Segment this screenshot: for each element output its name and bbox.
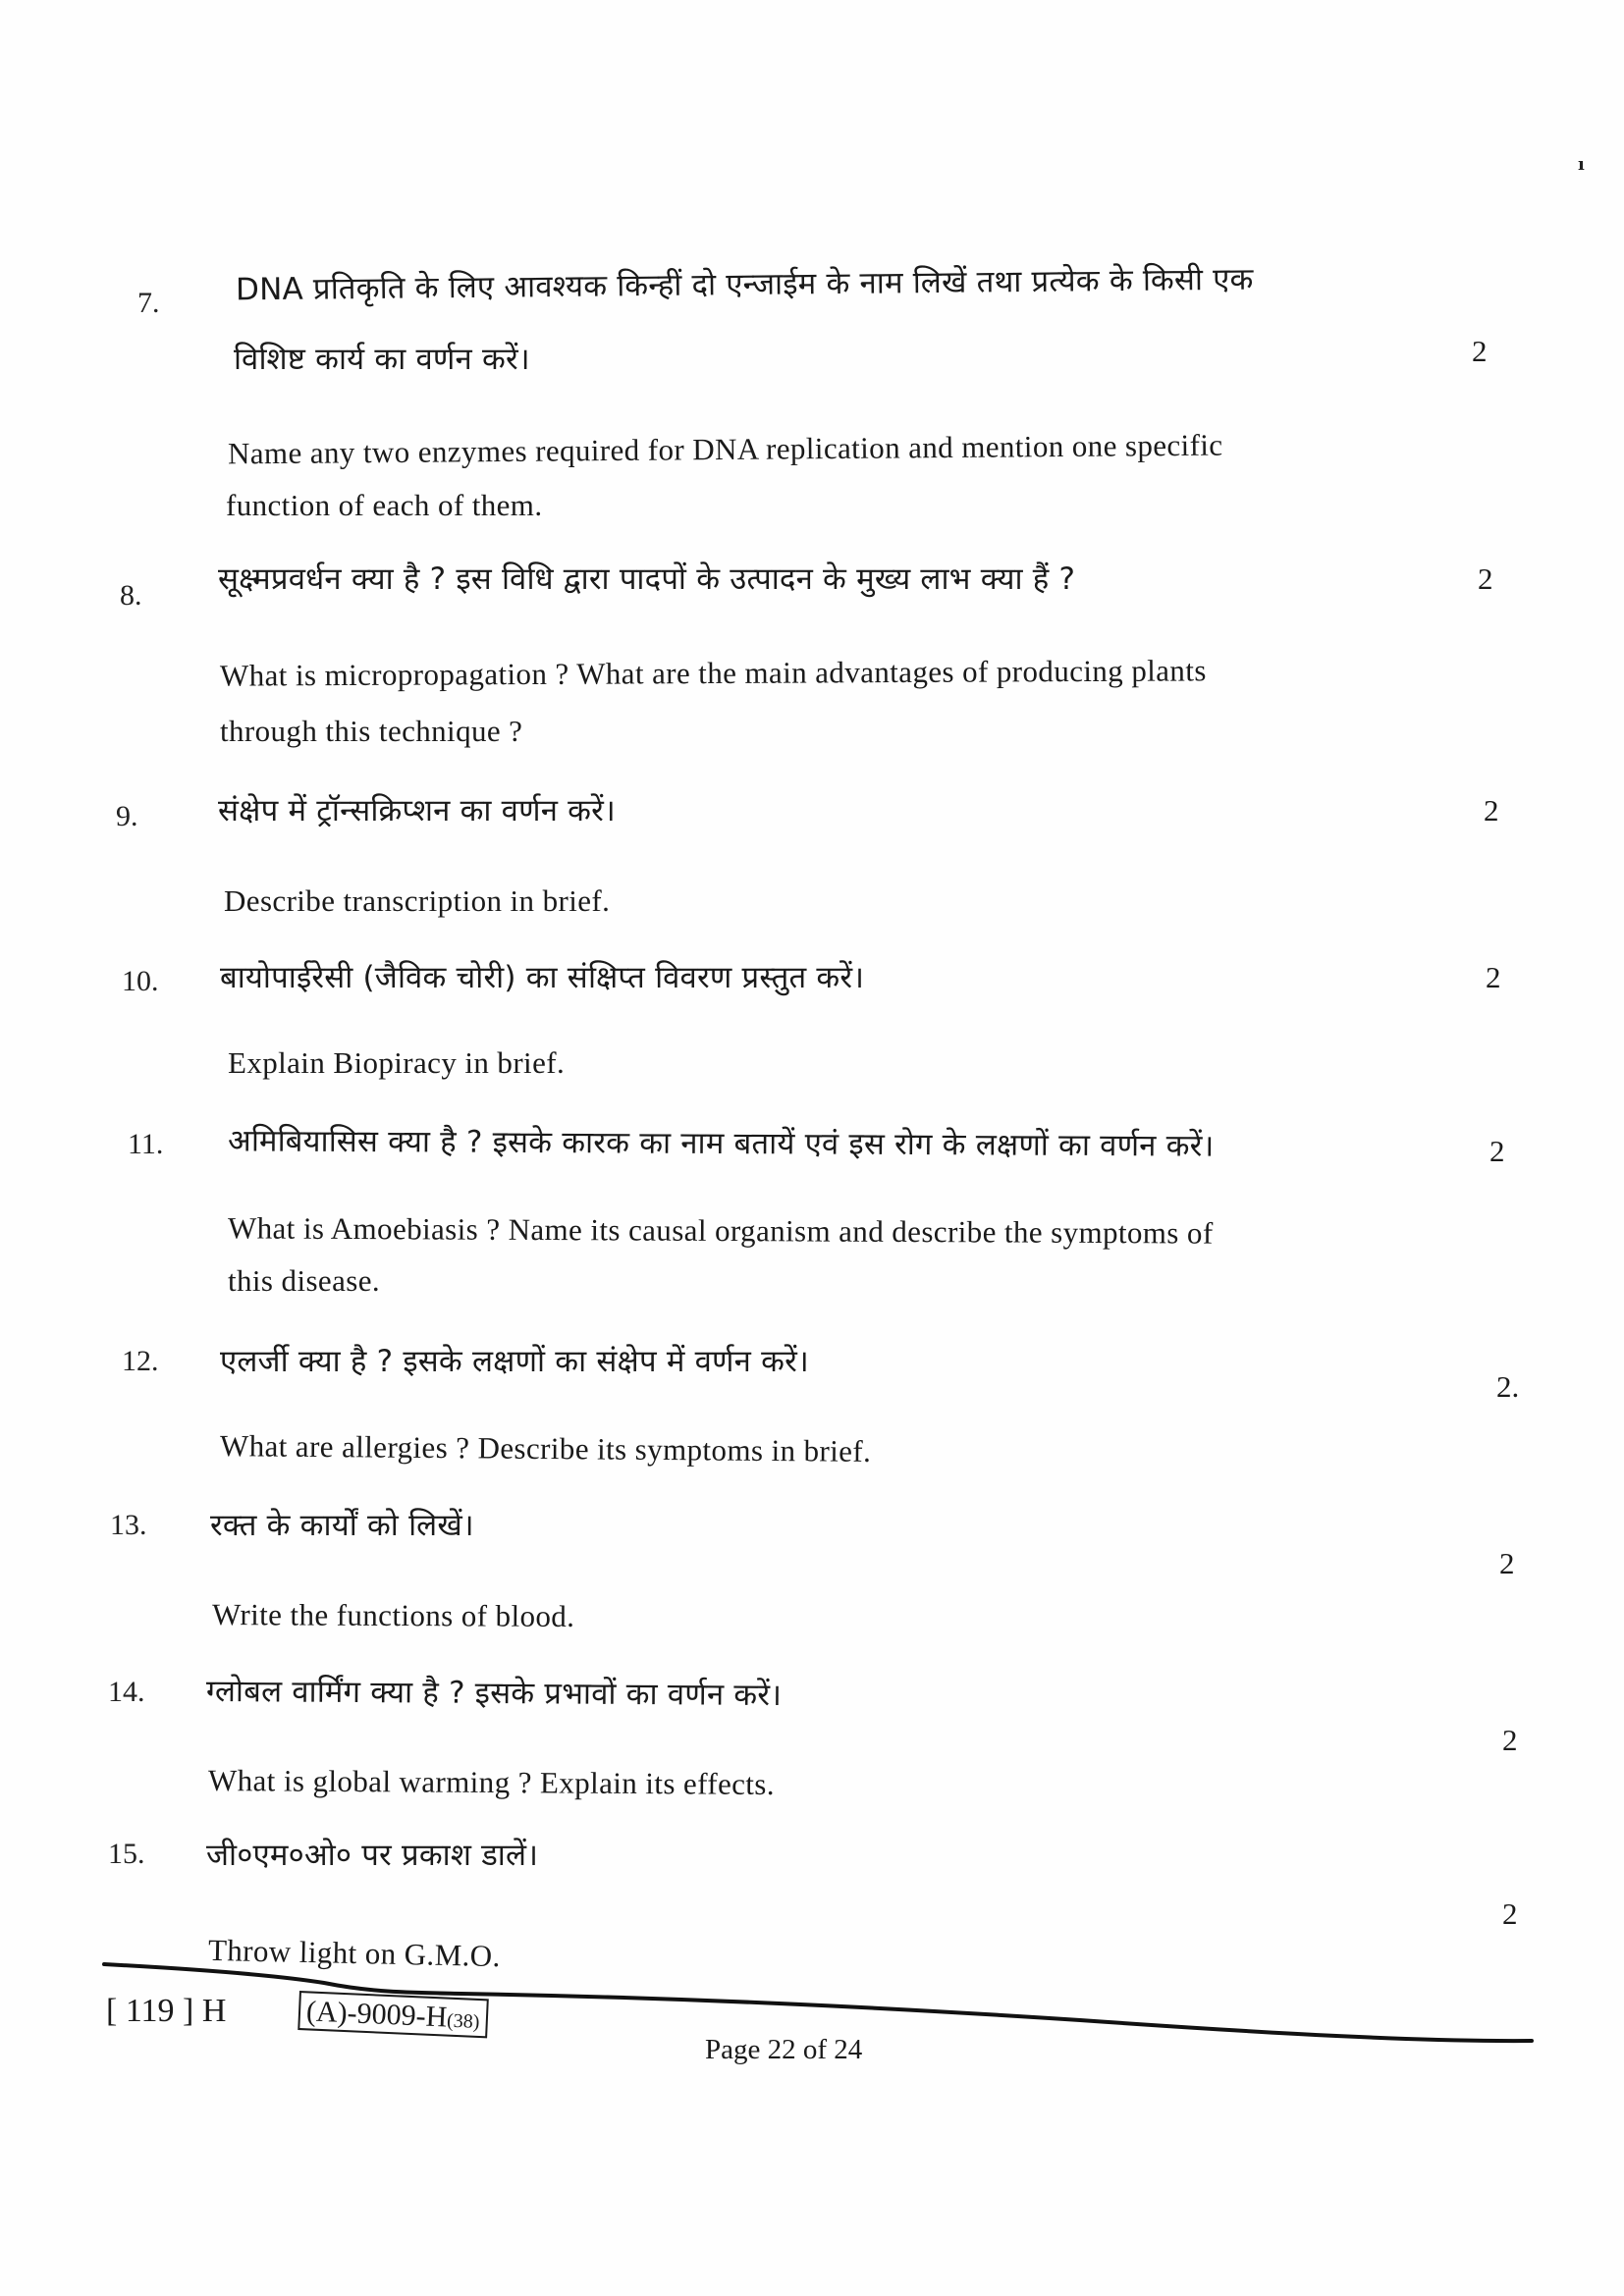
question-english-line: What is micropropagation ? What are the main advantages of producing plants xyxy=(219,653,1207,693)
paper-code-sub: (38) xyxy=(446,2009,480,2034)
question-hindi-line: जी०एम०ओ० पर प्रकाश डालें। xyxy=(206,1838,539,1873)
question-marks: 2 xyxy=(1478,561,1493,596)
question-english-line: Throw light on G.M.O. xyxy=(207,1932,502,1974)
question-english-line: Write the functions of blood. xyxy=(211,1597,575,1633)
question-marks: 2 xyxy=(1502,1723,1518,1757)
question-marks: 2. xyxy=(1496,1369,1520,1404)
question-marks: 2 xyxy=(1489,1134,1505,1168)
question-number: 7. xyxy=(137,287,160,319)
question-hindi-line: अमिबियासिस क्या है ? इसके कारक का नाम बतायें एवं इस रोग के लक्षणों का वर्णन करें। xyxy=(227,1123,1215,1164)
question-hindi-line: एलर्जी क्या है ? इसके लक्षणों का संक्षेप में वर्णन करें। xyxy=(220,1344,809,1379)
question-hindi-line: ग्लोबल वार्मिंग क्या है ? इसके प्रभावों का वर्णन करें। xyxy=(205,1673,783,1714)
question-english-line: Name any two enzymes required for DNA replication and mention one specific xyxy=(227,427,1223,471)
question-english-line: What is Amoebiasis ? Name its causal organism and describe the symptoms of xyxy=(227,1210,1214,1251)
page-number: Page 22 of 24 xyxy=(705,2034,863,2065)
question-number: 10. xyxy=(122,965,159,997)
question-number: 11. xyxy=(128,1128,164,1160)
question-english-line: Explain Biopiracy in brief. xyxy=(228,1045,566,1080)
question-hindi-line: विशिष्ट कार्य का वर्णन करें। xyxy=(234,342,530,377)
question-number: 13. xyxy=(110,1509,147,1541)
question-english-line: What are allergies ? Describe its symptoms in brief. xyxy=(219,1428,872,1468)
question-hindi-line: रक्त के कार्यों को लिखें। xyxy=(210,1508,474,1543)
question-english-line: this disease. xyxy=(228,1263,381,1298)
question-english-line: through this technique ? xyxy=(220,714,523,748)
question-hindi-line: संक्षेप में ट्रॉन्सक्रिप्शन का वर्णन करें। xyxy=(218,793,617,828)
question-number: 8. xyxy=(120,579,142,612)
question-number: 14. xyxy=(108,1676,145,1708)
question-hindi-line: बायोपाईरेसी (जैविक चोरी) का संक्षिप्त विवरण प्रस्तुत करें। xyxy=(220,960,865,995)
question-english-line: What is global warming ? Explain its effects. xyxy=(207,1762,776,1802)
question-english-line: function of each of them. xyxy=(226,488,543,522)
question-number: 12. xyxy=(122,1345,159,1377)
corner-mark: ı xyxy=(1578,154,1585,175)
question-marks: 2 xyxy=(1502,1896,1518,1931)
question-marks: 2 xyxy=(1472,334,1488,368)
question-marks: 2 xyxy=(1499,1546,1515,1580)
paper-code-box xyxy=(298,1991,488,2038)
paper-code: (A)-9009-H xyxy=(305,1995,448,2034)
question-number: 9. xyxy=(116,800,138,832)
question-english-line: Describe transcription in brief. xyxy=(224,883,611,918)
question-hindi-line: DNA प्रतिकृति के लिए आवश्यक किन्हीं दो एन्जाईम के नाम लिखें तथा प्रत्येक के किसी एक xyxy=(235,261,1254,308)
footer-code: [ 119 ] H xyxy=(106,1993,227,2029)
question-hindi-line: सूक्ष्मप्रवर्धन क्या है ? इस विधि द्वारा पादपों के उत्पादन के मुख्य लाभ क्या हैं ? xyxy=(218,561,1076,597)
question-number: 15. xyxy=(108,1838,145,1870)
question-marks: 2 xyxy=(1484,793,1499,828)
question-marks: 2 xyxy=(1486,960,1501,994)
